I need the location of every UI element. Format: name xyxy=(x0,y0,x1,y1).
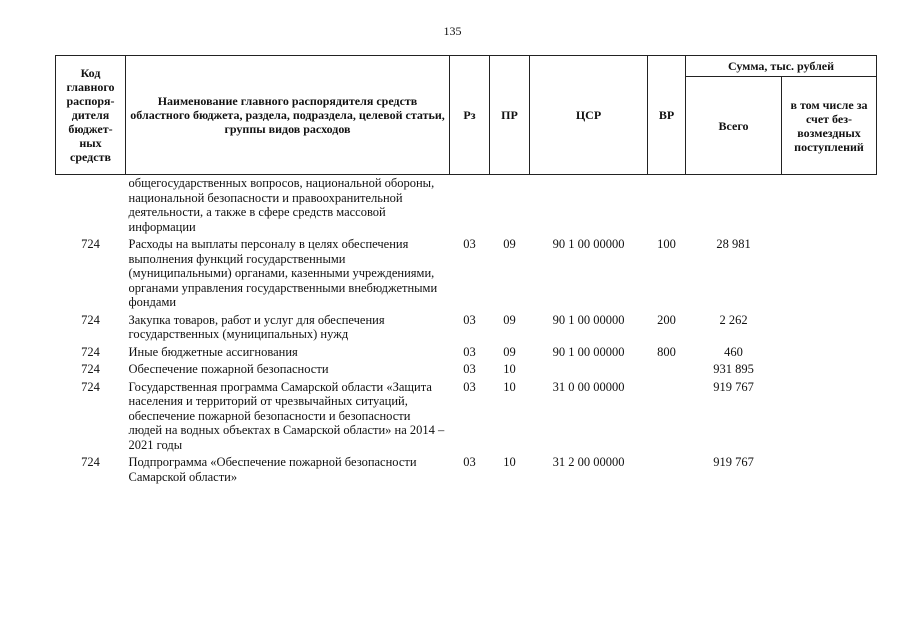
cell-free xyxy=(782,379,877,455)
table-row xyxy=(56,454,877,486)
cell-rz: 03 xyxy=(463,344,476,359)
cell-total: 460 xyxy=(724,344,743,359)
cell-code: 724 xyxy=(81,455,100,469)
cell-code: 724 xyxy=(81,379,100,394)
cell-pr xyxy=(490,175,530,237)
cell-name: Иные бюджетные ассигнования xyxy=(128,344,298,359)
cell-csr: 31 0 00 00000 xyxy=(552,379,625,394)
table-row xyxy=(56,361,877,379)
cell-vr xyxy=(648,454,686,486)
cell-total: 2 262 xyxy=(719,312,748,327)
table-row xyxy=(56,344,877,362)
cell-csr xyxy=(530,175,648,237)
header-code: Код главного распоря-дителя бюджет-ных средств xyxy=(56,56,126,175)
cell-vr: 200 xyxy=(657,312,676,327)
cell-pr: 10 xyxy=(503,379,516,394)
cell-free xyxy=(782,312,877,344)
cell-free xyxy=(782,454,877,486)
cell-csr: 31 2 00 00000 xyxy=(552,455,625,469)
cell-vr: 800 xyxy=(657,344,676,359)
cell-name: Государственная программа Самарской области «Защита населения и территорий от чрезвычайных ситуаций, обеспечение пожарной безопасности и безопасности людей на водных объектах в Самарской области» на 2014 – 2021 годы xyxy=(128,379,445,452)
cell-free xyxy=(782,344,877,362)
cell-code: 724 xyxy=(81,344,100,359)
table-row xyxy=(56,312,877,344)
cell-total: 919 767 xyxy=(713,455,754,469)
header-row-top xyxy=(56,56,877,77)
cell-code: 724 xyxy=(81,312,100,327)
cell-csr xyxy=(530,361,648,379)
cell-total: 28 981 xyxy=(716,237,751,251)
cell-rz: 03 xyxy=(463,362,476,376)
header-name: Наименование главного распорядителя средств областного бюджета, раздела, подраздела, целевой статьи, группы видов расходов xyxy=(126,56,450,175)
cell-vr xyxy=(648,379,686,455)
header-pr: ПР xyxy=(490,56,530,175)
header-vr: ВР xyxy=(648,56,686,175)
table-row xyxy=(56,379,877,455)
budget-table xyxy=(55,55,877,486)
cell-pr: 09 xyxy=(503,312,516,327)
header-free: в том числе за счет без-возмездных поступлений xyxy=(782,77,877,175)
cell-total: 931 895 xyxy=(713,362,754,376)
cell-pr: 10 xyxy=(503,362,516,376)
cell-vr xyxy=(648,361,686,379)
cell-total: 919 767 xyxy=(713,379,754,394)
header-rz: Рз xyxy=(450,56,490,175)
cell-name: Расходы на выплаты персоналу в целях обеспечения выполнения функций государственными (муниципальными) органами, казенными учреждениями, органами управления государственными внебюджетными фондами xyxy=(128,237,438,309)
cell-free xyxy=(782,361,877,379)
cell-name: Подпрограмма «Обеспечение пожарной безопасности Самарской области» xyxy=(128,455,417,484)
cell-code xyxy=(56,175,126,237)
cell-rz xyxy=(450,175,490,237)
cell-vr: 100 xyxy=(657,237,676,251)
cell-code: 724 xyxy=(81,237,100,251)
cell-name: общегосударственных вопросов, национальной обороны, национальной безопасности и правоохранительной деятельности, а также в сфере средств массовой информации xyxy=(128,176,435,234)
table-row xyxy=(56,236,877,312)
cell-csr: 90 1 00 00000 xyxy=(552,237,625,251)
cell-rz: 03 xyxy=(463,237,476,251)
cell-name: Обеспечение пожарной безопасности xyxy=(128,362,329,376)
table-row xyxy=(56,175,877,237)
cell-total xyxy=(686,175,782,237)
cell-csr: 90 1 00 00000 xyxy=(552,312,625,327)
cell-rz: 03 xyxy=(463,379,476,394)
cell-pr: 09 xyxy=(503,237,516,251)
cell-code: 724 xyxy=(81,362,100,376)
cell-vr xyxy=(648,175,686,237)
header-total: Всего xyxy=(686,77,782,175)
cell-name: Закупка товаров, работ и услуг для обеспечения государственных (муниципальных) нужд xyxy=(128,312,385,341)
header-sum: Сумма, тыс. рублей xyxy=(686,56,877,77)
cell-pr: 09 xyxy=(503,344,516,359)
cell-free xyxy=(782,236,877,312)
page-number: 135 xyxy=(443,24,462,38)
cell-csr: 90 1 00 00000 xyxy=(552,344,625,359)
header-csr: ЦСР xyxy=(530,56,648,175)
cell-pr: 10 xyxy=(503,455,516,469)
cell-free xyxy=(782,175,877,237)
table-body xyxy=(56,175,877,487)
cell-rz: 03 xyxy=(463,312,476,327)
cell-rz: 03 xyxy=(463,455,476,469)
